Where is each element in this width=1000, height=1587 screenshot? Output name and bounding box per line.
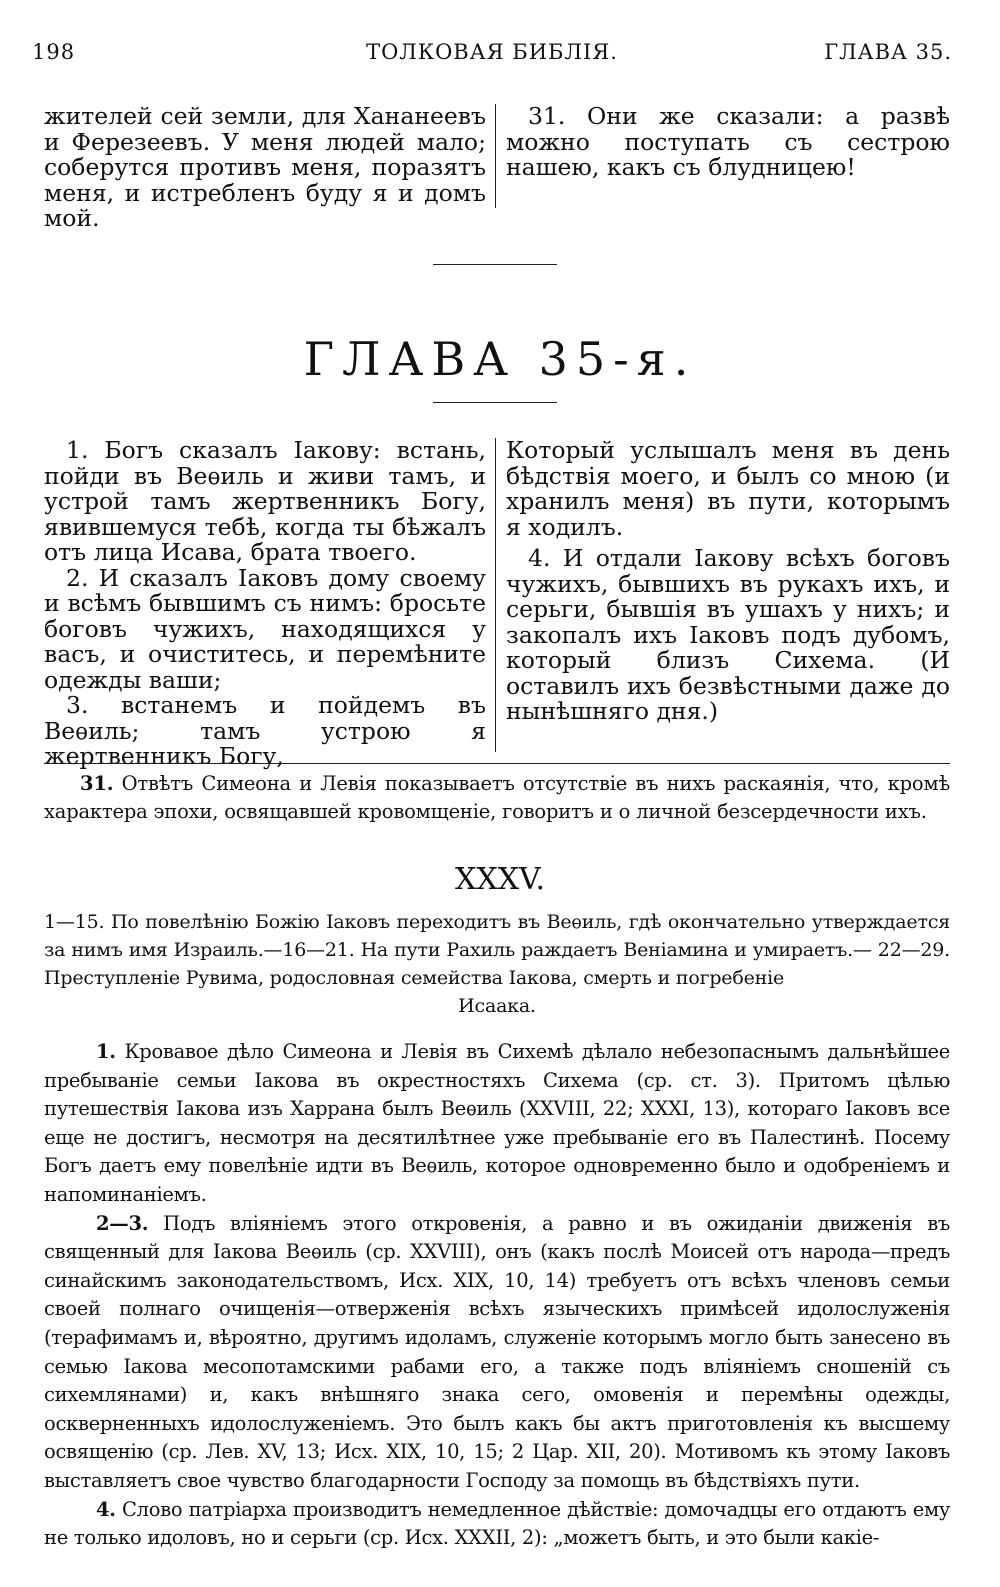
verses-left-column	[44, 438, 486, 770]
commentary-paragraph	[44, 1210, 950, 1496]
verse-2: 2. И сказалъ Iаковъ дому своему и всѣмъ бывшимъ съ нимъ: бросьте боговъ чужихъ, находящихся у васъ, и очиститесь, и перемѣните одежды ваши;	[44, 563, 486, 694]
continuation-right-column	[506, 104, 950, 181]
verse-31: 31. Они же сказали: а развѣ можно поступать съ сестрою нашею, какъ съ блудницею!	[506, 102, 950, 181]
verse-1: 1. Богъ сказалъ Iакову: встань, пойди въ Веѳиль и живи тамъ, и устрой тамъ жертвенникъ Богу, явившемуся тебѣ, когда ты бѣжалъ отъ лица Исава, брата твоего.	[44, 436, 486, 566]
verse-columns	[44, 436, 950, 770]
text-commentary-divider	[44, 763, 950, 764]
chapter-summary	[44, 908, 950, 1020]
commentary-text: Подъ влiянiемъ этого откровенiя, а равно и въ ожиданiи движенiя въ священный для Iакова Веѳиль (ср. XXVIII), онъ (какъ послѣ Моисей отъ народа—предъ синайскимъ законодательствомъ, Исх. XIX, 10, 14) требуетъ отъ всѣхъ членовъ семьи своей полнаго очищенiя—отверженiя всѣхъ языческихъ примѣсей идолослуженiя (терафимамъ и, вѣроятно, другимъ идоламъ, служенiе которымъ могло быть занесено въ семью Iакова месопотамскими рабами его, а также подъ влiянiемъ сношенiй съ сихемлянами) и, какъ внѣшняго знака сего, омовенiя и перемѣны одежды, оскверненныхъ идолослуженiемъ. Это былъ какъ бы актъ приготовленiя къ высшему освященiю (ср. Лев. XV, 13; Исх. XIX, 10, 15; 2 Цар. XII, 20). Мотивомъ къ этому Iаковъ выставляетъ свое чувство благодарности Господу за помощь въ бѣдствiяхъ пути.	[44, 1211, 950, 1492]
summary-text: 1—15. По повелѣнiю Божiю Iаковъ переходитъ въ Веѳиль, гдѣ окончательно утверждается за нимъ имя Израиль.—16—21. На пути Рахиль раждаетъ Венiамина и умираетъ.— 22—29. Преступленiе Рувима, родословная семейства Iакова, смерть и погребенiе	[44, 911, 950, 989]
verse-3: 3. встанемъ и пойдемъ въ Веѳиль; тамъ устрою я жертвенникъ Богу,	[44, 691, 486, 770]
commentary-number: 2—3.	[96, 1211, 149, 1235]
continuation-columns	[44, 102, 950, 232]
commentary-paragraph	[44, 1496, 950, 1553]
running-chapter: ГЛАВА 35.	[824, 40, 952, 64]
commentary-number: 31.	[80, 772, 114, 795]
commentary-text: Слово патрiарха производитъ немедленное дѣйствiе: домочадцы его отдаютъ ему не только идоловъ, но и серьги (ср. Исх. XXXII, 2): „можетъ быть, и это были какiе-	[44, 1497, 950, 1550]
commentary-text: Отвѣтъ Симеона и Левiя показываетъ отсутствiе въ нихъ раскаянiя, что, кромѣ характера эпохи, освящавшей кровомщенiе, говоритъ и о личной безсердечности ихъ.	[44, 772, 951, 823]
section-roman-numeral: XXXV.	[454, 862, 546, 897]
column-separator	[495, 104, 496, 208]
verses-right-column	[506, 438, 950, 725]
summary-last-line: Исаака.	[458, 995, 536, 1017]
verse-4: 4. И отдали Iакову всѣхъ боговъ чужихъ, бывшихъ въ рукахъ ихъ, и серьги, бывшiя въ ушахъ у нихъ; и закопалъ ихъ Iаковъ подъ дубомъ, который близъ Сихема. (И оставилъ ихъ безвѣстными даже до нынѣшняго дня.)	[506, 544, 950, 725]
commentary-verse-31	[44, 770, 950, 826]
commentary-number: 4.	[96, 1497, 116, 1521]
page-number: 198	[32, 40, 76, 64]
ornamental-rule-bottom	[433, 402, 557, 403]
continuation-left-text: жителей сей земли, для Хананеевъ и Ферезеевъ. У меня людей мало; соберутся противъ меня, поразятъ меня, и истребленъ буду я и домъ мой.	[44, 102, 486, 232]
ornamental-rule-top	[433, 264, 557, 265]
commentary-paragraph	[44, 1038, 950, 1210]
column-separator	[495, 438, 496, 752]
verse-3-continuation: Который услышалъ меня въ день бѣдствiя моего, и былъ со мною (и хранилъ меня) въ пути, которымъ я ходилъ.	[506, 436, 950, 541]
chapter-title: ГЛАВА 35-я.	[303, 332, 697, 386]
running-header	[32, 40, 952, 70]
book-title: ТОЛКОВАЯ БИБЛIЯ.	[366, 40, 618, 64]
commentary-body	[44, 1038, 950, 1553]
continuation-left-column	[44, 104, 486, 232]
commentary-text: Кровавое дѣло Симеона и Левiя въ Сихемѣ дѣлало небезопаснымъ дальнѣйшее пребыванiе семьи Iакова въ окрестностяхъ Сихема (ср. ст. 3). Притомъ цѣлью путешествiя Iакова изъ Харрана былъ Веѳиль (XXVIII, 22; XXXI, 13), котораго Iаковъ все еще не достигъ, несмотря на десятилѣтнее уже пребыванiе его въ Палестинѣ. Посему Богъ даетъ ему повелѣнiе идти въ Веѳиль, которое одновременно было и одобренiемъ и напоминанiемъ.	[44, 1040, 951, 1206]
commentary-number: 1.	[96, 1040, 116, 1063]
